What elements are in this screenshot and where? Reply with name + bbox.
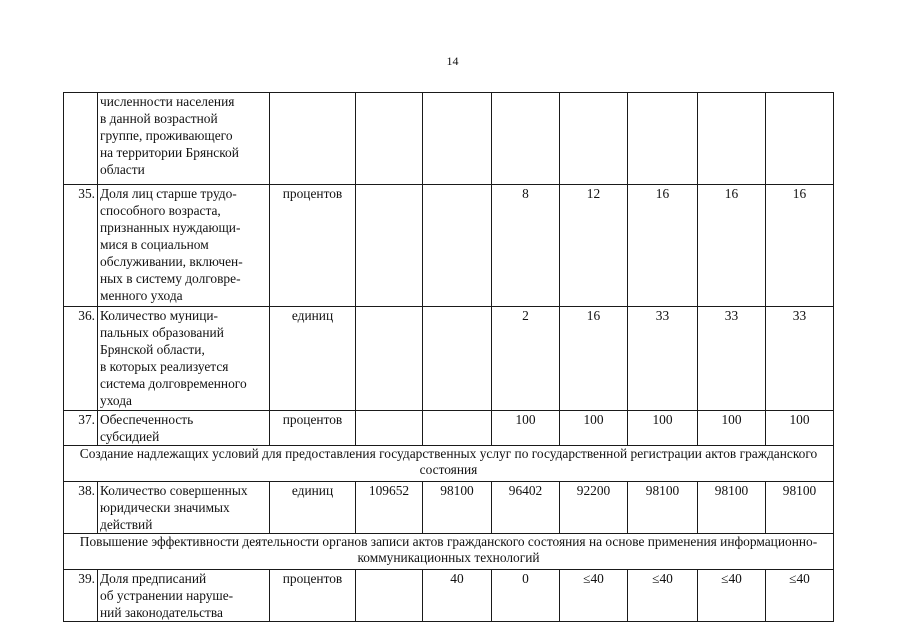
section-title: Создание надлежащих условий для предоставления государственных услуг по государственной регистрации актов гражданского состояния: [64, 446, 834, 482]
value-cell: 98100: [423, 482, 492, 534]
value-cell: [356, 307, 423, 411]
value-cell: 2: [492, 307, 560, 411]
value-cell: [423, 185, 492, 307]
value-cell: [356, 570, 423, 622]
table-row: [64, 93, 834, 185]
section-header-row: [64, 446, 834, 482]
value-cell: 12: [560, 185, 628, 307]
value-cell: [698, 93, 766, 185]
indicator-name: численности населения в данной возрастной группе, проживающего на территории Брянской области: [98, 93, 270, 185]
value-cell: 96402: [492, 482, 560, 534]
unit-cell: процентов: [270, 570, 356, 622]
table-body: [64, 93, 834, 622]
value-cell: [356, 93, 423, 185]
value-cell: 100: [766, 411, 834, 446]
row-number: 38.: [64, 482, 98, 534]
row-number: 37.: [64, 411, 98, 446]
unit-cell: процентов: [270, 185, 356, 307]
page-number: 14: [446, 54, 459, 68]
value-cell: [492, 93, 560, 185]
unit-cell: единиц: [270, 482, 356, 534]
table-row: [64, 185, 834, 307]
value-cell: 109652: [356, 482, 423, 534]
value-cell: [628, 93, 698, 185]
value-cell: 16: [628, 185, 698, 307]
value-cell: ≤40: [560, 570, 628, 622]
value-cell: 16: [698, 185, 766, 307]
value-cell: ≤40: [698, 570, 766, 622]
value-cell: 40: [423, 570, 492, 622]
table-row: [64, 482, 834, 534]
table-row: [64, 307, 834, 411]
indicator-name: Доля предписаний об устранении наруше- ний законодательства: [98, 570, 270, 622]
value-cell: 100: [628, 411, 698, 446]
unit-cell: единиц: [270, 307, 356, 411]
value-cell: 98100: [628, 482, 698, 534]
section-title: Повышение эффективности деятельности органов записи актов гражданского состояния на основе применения информационно-коммуникационных технологий: [64, 534, 834, 570]
value-cell: 100: [492, 411, 560, 446]
value-cell: 33: [628, 307, 698, 411]
indicator-name: Количество муници- пальных образований Брянской области, в которых реализуется система долговременного ухода: [98, 307, 270, 411]
unit-cell: процентов: [270, 411, 356, 446]
value-cell: 16: [766, 185, 834, 307]
row-number: 35.: [64, 185, 98, 307]
indicator-name: Доля лиц старше трудо- способного возраста, признанных нуждающи- мися в социальном обслуживании, включен- ных в систему долговре- менного ухода: [98, 185, 270, 307]
value-cell: [423, 411, 492, 446]
value-cell: [423, 93, 492, 185]
value-cell: [356, 411, 423, 446]
indicator-name: Обеспеченность субсидией: [98, 411, 270, 446]
value-cell: [356, 185, 423, 307]
indicators-table: [63, 92, 834, 622]
value-cell: 100: [560, 411, 628, 446]
value-cell: 33: [766, 307, 834, 411]
value-cell: ≤40: [628, 570, 698, 622]
row-number: 36.: [64, 307, 98, 411]
table-row: [64, 570, 834, 622]
value-cell: [766, 93, 834, 185]
table-row: [64, 411, 834, 446]
row-number: [64, 93, 98, 185]
value-cell: 8: [492, 185, 560, 307]
indicator-name: Количество совершенных юридически значимых действий: [98, 482, 270, 534]
value-cell: 33: [698, 307, 766, 411]
section-header-row: [64, 534, 834, 570]
value-cell: [560, 93, 628, 185]
value-cell: 0: [492, 570, 560, 622]
value-cell: [423, 307, 492, 411]
value-cell: ≤40: [766, 570, 834, 622]
value-cell: 16: [560, 307, 628, 411]
value-cell: 100: [698, 411, 766, 446]
unit-cell: [270, 93, 356, 185]
value-cell: 92200: [560, 482, 628, 534]
value-cell: 98100: [698, 482, 766, 534]
value-cell: 98100: [766, 482, 834, 534]
row-number: 39.: [64, 570, 98, 622]
